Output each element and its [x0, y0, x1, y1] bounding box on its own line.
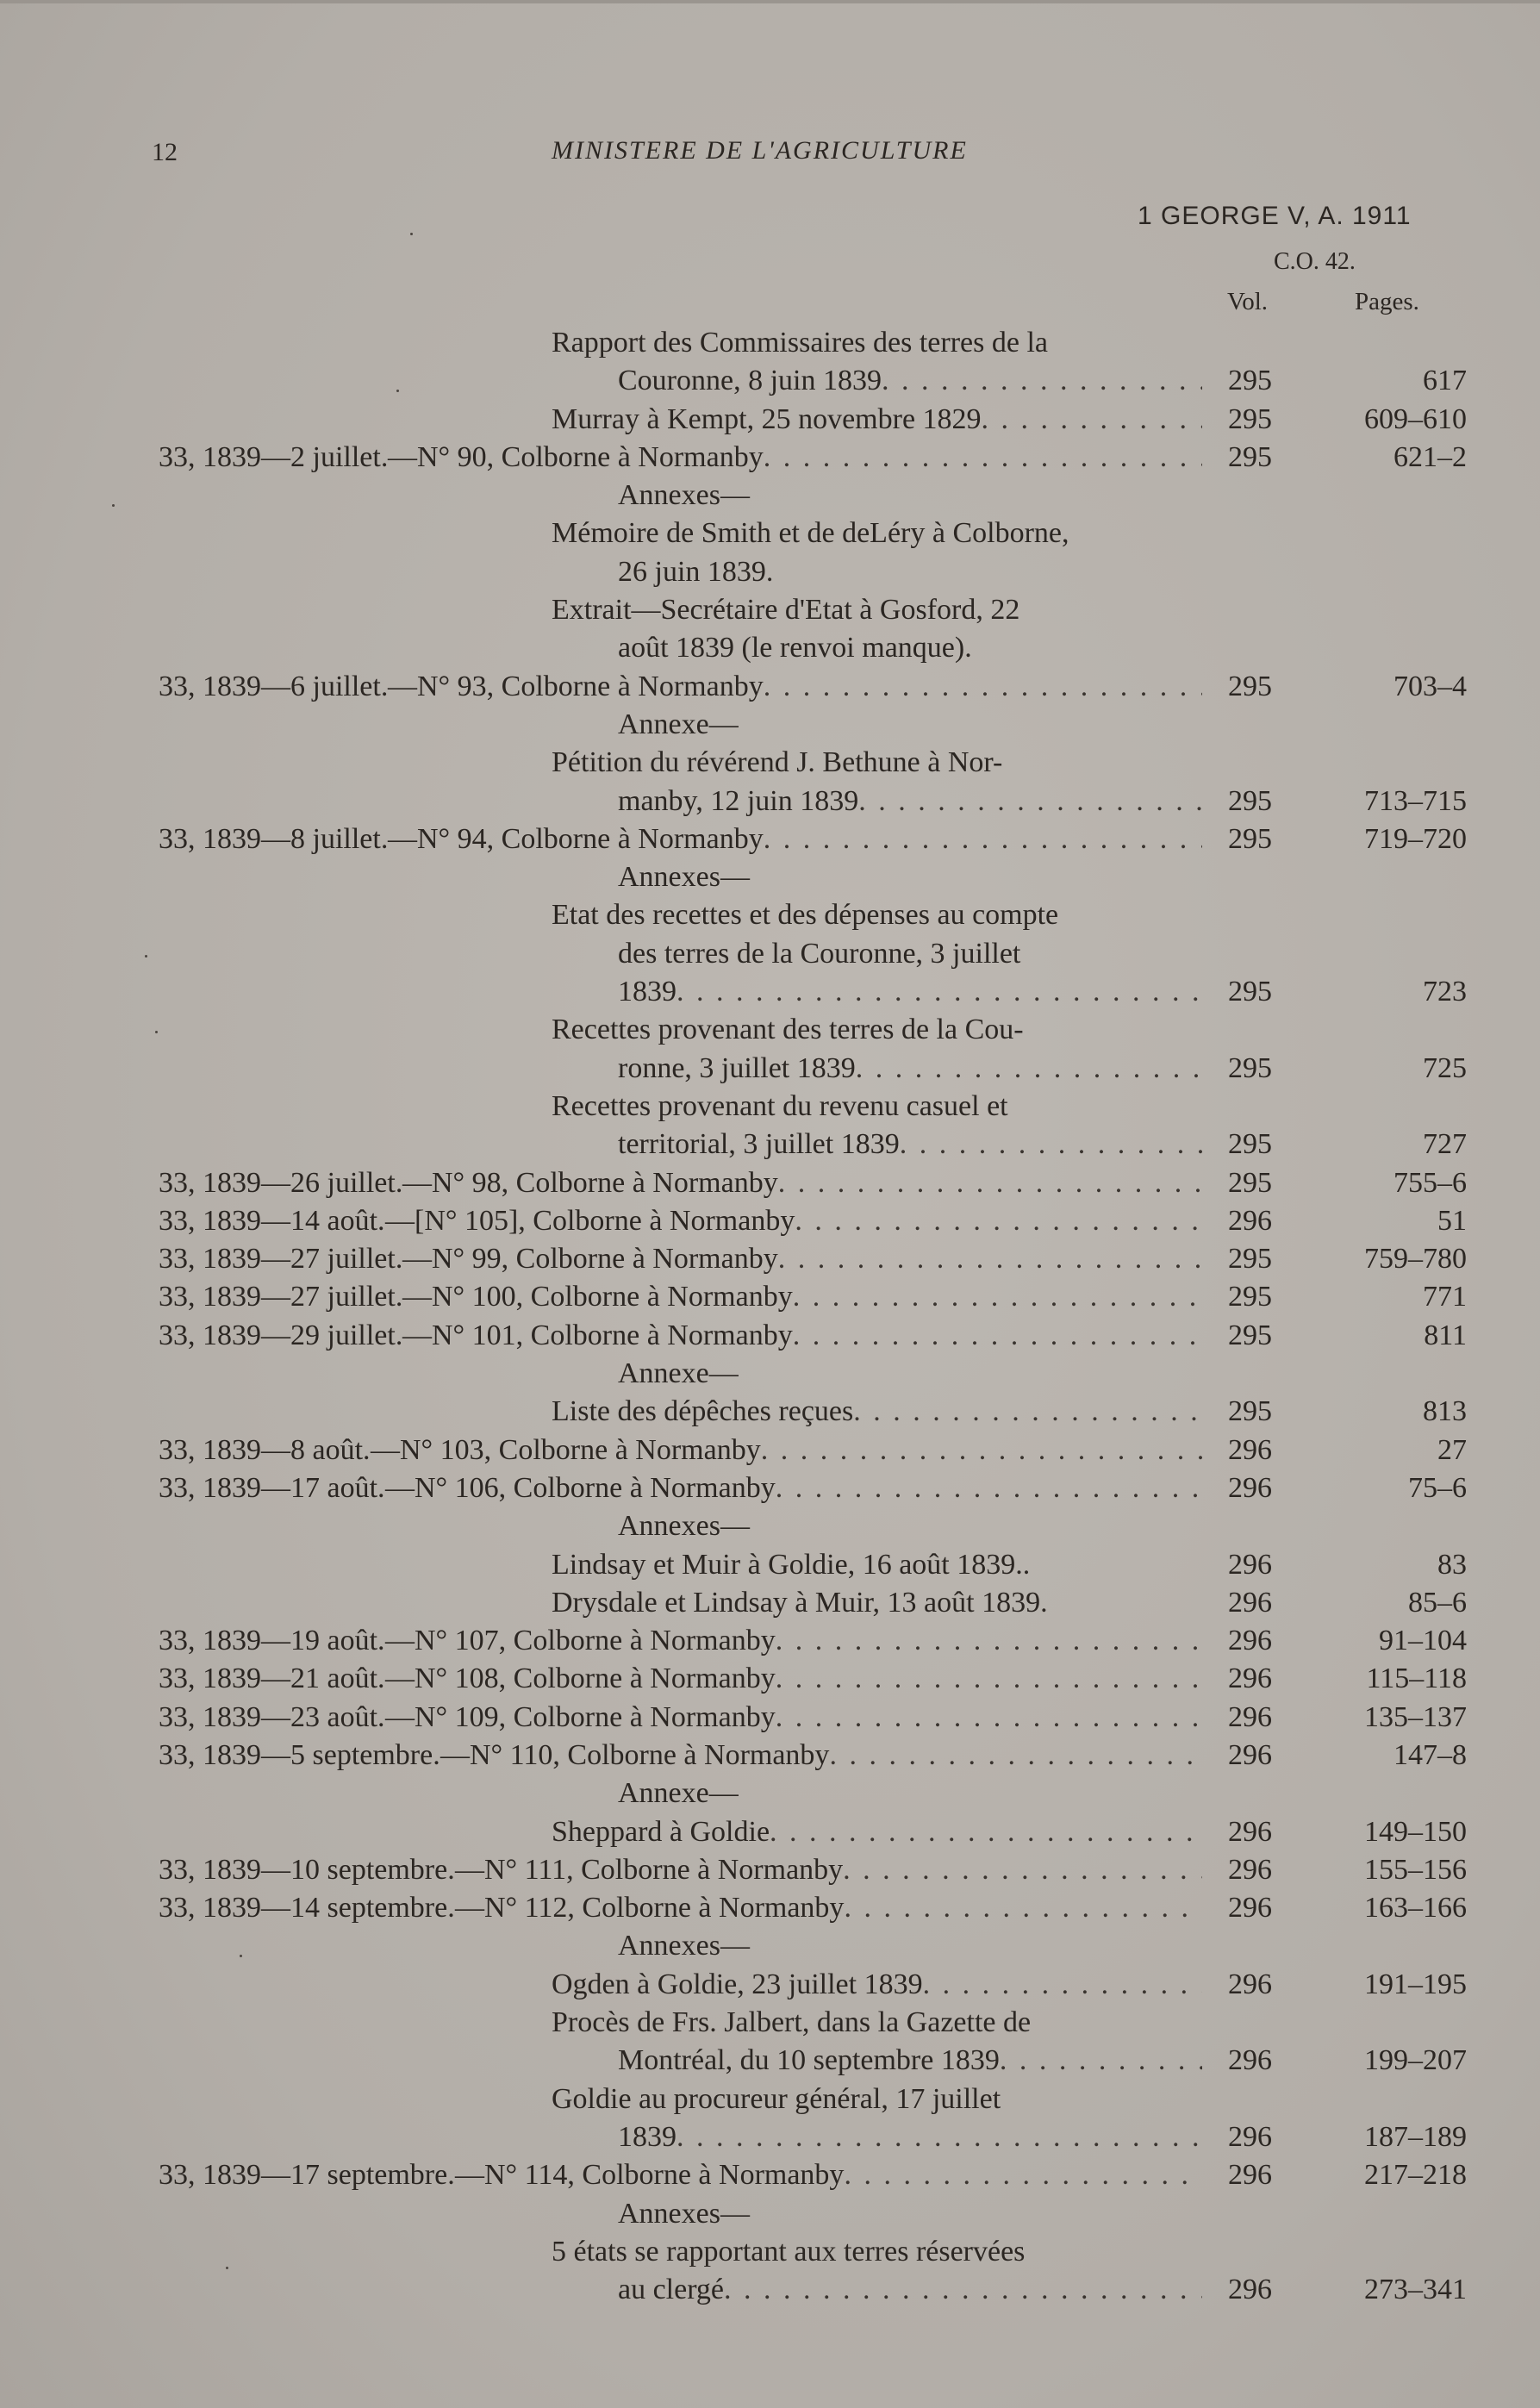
table-row	[0, 1775, 1540, 1812]
table-row	[0, 1699, 1540, 1737]
entry-date: 33, 1839—23 août.	[159, 1700, 385, 1733]
dot-leader	[778, 1164, 1202, 1202]
entry-text	[455, 1889, 1202, 1927]
entry-text-content: août 1839 (le renvoi manque).	[618, 632, 972, 664]
page-range: 713–715	[1364, 784, 1467, 817]
volume-number: 295	[1228, 1395, 1272, 1428]
entry-text-content: Etat des recettes et des dépenses au compte	[552, 899, 1059, 932]
table-row	[0, 2118, 1540, 2156]
entry-text	[552, 1546, 1202, 1584]
table-row	[0, 2195, 1540, 2233]
volume-number: 296	[1228, 1853, 1272, 1886]
entry-text	[388, 668, 1202, 706]
entry-text-content: Liste des dépêches reçues	[552, 1395, 854, 1428]
dot-leader	[776, 1660, 1202, 1698]
table-row	[0, 1011, 1540, 1049]
entry-text-content: —N° 108, Colborne à Normanby	[385, 1663, 776, 1695]
page-range: 91–104	[1379, 1625, 1467, 1657]
entry-text-content: Recettes provenant du revenu casuel et	[552, 1089, 1008, 1122]
entry-text	[455, 2156, 1202, 2194]
entry-text	[552, 2004, 1202, 2042]
entry-text	[552, 1813, 1202, 1851]
entry-date: 33, 1839—17 août.	[159, 1471, 385, 1504]
page-range: 147–8	[1393, 1738, 1467, 1771]
table-row	[0, 783, 1540, 820]
entry-date: 33, 1839—8 août.	[159, 1433, 371, 1466]
entry-text	[552, 1088, 1202, 1126]
entry-date: 33, 1839—27 juillet.	[159, 1281, 403, 1313]
dot-leader	[676, 2118, 1202, 2156]
page-range: 727	[1423, 1128, 1467, 1161]
entry-text	[552, 2080, 1202, 2118]
table-row	[0, 2233, 1540, 2271]
volume-number: 296	[1228, 1548, 1272, 1581]
entry-date: 33, 1839—17 septembre.	[159, 2159, 455, 2192]
dot-leader	[724, 2271, 1202, 2309]
paper-speck	[112, 504, 115, 507]
running-title: MINISTERE DE L'AGRICULTURE	[552, 136, 968, 165]
entry-text	[388, 820, 1202, 858]
table-row	[0, 1240, 1540, 1278]
session-heading: 1 GEORGE V, A. 1911	[1138, 202, 1412, 230]
entry-text	[618, 2271, 1202, 2309]
page-range: 85–6	[1408, 1586, 1467, 1619]
volume-number: 296	[1228, 1738, 1272, 1771]
page-range: 187–189	[1364, 2120, 1467, 2153]
page-range: 771	[1423, 1281, 1467, 1313]
entry-date: 33, 1839—14 septembre.	[159, 1892, 455, 1925]
entry-text-content: Procès de Frs. Jalbert, dans la Gazette de	[552, 2006, 1032, 2039]
entry-text-content: Annexes—	[618, 479, 750, 512]
entry-text-content: Montréal, du 10 septembre 1839	[618, 2044, 1000, 2077]
table-row	[0, 591, 1540, 629]
dot-leader	[776, 1622, 1202, 1660]
paper-speck	[226, 2267, 228, 2269]
entry-text-content: Murray à Kempt, 25 novembre 1829	[552, 402, 982, 435]
table-row	[0, 1507, 1540, 1545]
table-row	[0, 1622, 1540, 1660]
table-row	[0, 1927, 1540, 1965]
entry-text-content: —N° 111, Colborne à Normanby	[455, 1853, 844, 1886]
entry-date: 33, 1839—29 juillet.	[159, 1319, 403, 1351]
index-table	[0, 324, 1540, 2309]
entry-date: 33, 1839—10 septembre.	[159, 1853, 455, 1886]
page-range: 135–137	[1364, 1700, 1467, 1733]
entry-text-content: Sheppard à Goldie	[552, 1815, 770, 1848]
page-range: 759–780	[1364, 1243, 1467, 1276]
entry-text-content: —N° 106, Colborne à Normanby	[385, 1471, 776, 1504]
entry-text	[618, 1126, 1202, 1163]
table-row	[0, 2042, 1540, 2080]
entry-date: 33, 1839—2 juillet.	[159, 440, 389, 473]
entry-text-content: territorial, 3 juillet 1839	[618, 1128, 900, 1161]
column-header-vol: Vol.	[1227, 288, 1269, 315]
entry-text-content: —N° 99, Colborne à Normanby	[402, 1243, 778, 1276]
entry-text-content: —N° 94, Colborne à Normanby	[388, 822, 764, 855]
volume-number: 296	[1228, 1471, 1272, 1504]
entry-text	[440, 1737, 1202, 1775]
entry-text-content: Annexe—	[618, 708, 739, 740]
table-row	[0, 1126, 1540, 1163]
entry-text	[618, 477, 1202, 515]
entry-text-content: Mémoire de Smith et de deLéry à Colborne,	[552, 517, 1069, 550]
paper-speck	[145, 955, 147, 958]
table-row	[0, 324, 1540, 362]
volume-number: 296	[1228, 2274, 1272, 2306]
dot-leader	[923, 1966, 1202, 2004]
entry-text	[552, 1011, 1202, 1049]
table-row	[0, 1355, 1540, 1393]
entry-text	[385, 1469, 1202, 1507]
entry-text	[618, 2195, 1202, 2233]
entry-text	[402, 1240, 1202, 1278]
table-row	[0, 1889, 1540, 1927]
entry-date: 33, 1839—6 juillet.	[159, 670, 389, 702]
table-row	[0, 1546, 1540, 1584]
table-row	[0, 1851, 1540, 1889]
page-range: 723	[1423, 976, 1467, 1008]
dot-leader	[776, 1699, 1202, 1737]
entry-text	[385, 1660, 1202, 1698]
entry-text	[552, 744, 1202, 782]
table-row	[0, 1317, 1540, 1355]
entry-text-content: manby, 12 juin 1839	[618, 784, 859, 817]
entry-text	[618, 1775, 1202, 1812]
entry-text-content: ronne, 3 juillet 1839	[618, 1051, 856, 1084]
table-row	[0, 1088, 1540, 1126]
entry-text	[402, 1317, 1202, 1355]
entry-text-content: 26 juin 1839.	[618, 555, 774, 588]
entry-text	[618, 935, 1202, 973]
table-row	[0, 2156, 1540, 2194]
page-range: 163–166	[1364, 1892, 1467, 1925]
dot-leader	[843, 1851, 1202, 1889]
page-range: 725	[1423, 1051, 1467, 1084]
table-row	[0, 896, 1540, 934]
entry-text	[618, 1507, 1202, 1545]
volume-number: 295	[1228, 670, 1272, 702]
volume-number: 295	[1228, 440, 1272, 473]
volume-number: 295	[1228, 402, 1272, 435]
table-row	[0, 1278, 1540, 1316]
dot-leader	[676, 973, 1202, 1011]
page-range: 755–6	[1393, 1166, 1467, 1199]
page-range: 149–150	[1364, 1815, 1467, 1848]
entry-text-content: Annexes—	[618, 1510, 750, 1543]
paper-speck	[155, 1031, 158, 1033]
entry-date: 33, 1839—14 août.	[159, 1204, 385, 1237]
entry-text-content: Rapport des Commissaires des terres de la	[552, 327, 1048, 359]
entry-text	[552, 324, 1202, 362]
page-range: 703–4	[1393, 670, 1467, 702]
table-row	[0, 858, 1540, 896]
entry-text-content: Annexe—	[618, 1357, 739, 1390]
page-range: 83	[1437, 1548, 1467, 1581]
entry-text	[552, 401, 1202, 439]
entry-text	[552, 896, 1202, 934]
entry-text-content: Lindsay et Muir à Goldie, 16 août 1839..	[552, 1548, 1031, 1581]
volume-number: 296	[1228, 1586, 1272, 1619]
entry-text-content: —N° 112, Colborne à Normanby	[455, 1892, 845, 1925]
table-row	[0, 553, 1540, 591]
entry-text-content: —N° 90, Colborne à Normanby	[388, 440, 764, 473]
series-label: C.O. 42.	[1274, 248, 1356, 275]
entry-text	[385, 1699, 1202, 1737]
table-row	[0, 2004, 1540, 2042]
dot-leader	[770, 1813, 1202, 1851]
entry-text	[552, 2233, 1202, 2271]
table-row	[0, 1050, 1540, 1088]
entry-text-content: Extrait—Secrétaire d'Etat à Gosford, 22	[552, 594, 1020, 627]
paper-speck	[240, 1955, 242, 1957]
volume-number: 295	[1228, 1051, 1272, 1084]
table-row	[0, 1966, 1540, 2004]
table-row	[0, 439, 1540, 477]
volume-number: 295	[1228, 1319, 1272, 1351]
dot-leader	[856, 1050, 1202, 1088]
entry-date: 33, 1839—26 juillet.	[159, 1166, 403, 1199]
volume-number: 295	[1228, 1243, 1272, 1276]
table-row	[0, 1660, 1540, 1698]
entry-text	[618, 629, 1202, 667]
page-range: 199–207	[1364, 2044, 1467, 2077]
entry-text-content: —N° 98, Colborne à Normanby	[402, 1166, 778, 1199]
dot-leader	[793, 1278, 1202, 1316]
dot-leader	[764, 439, 1202, 477]
page-range: 811	[1424, 1319, 1467, 1351]
entry-text	[371, 1432, 1202, 1469]
dot-leader	[882, 362, 1202, 400]
entry-date: 33, 1839—21 août.	[159, 1663, 385, 1695]
entry-text	[618, 858, 1202, 896]
entry-text	[618, 973, 1202, 1011]
dot-leader	[829, 1737, 1202, 1775]
dot-leader	[982, 401, 1202, 439]
column-header-pages: Pages.	[1355, 288, 1419, 315]
dot-leader	[853, 1393, 1202, 1431]
table-row	[0, 1432, 1540, 1469]
entry-text	[552, 1393, 1202, 1431]
page-range: 217–218	[1364, 2159, 1467, 2192]
page-range: 27	[1437, 1433, 1467, 1466]
entry-text	[552, 591, 1202, 629]
table-row	[0, 1584, 1540, 1622]
paper-speck	[410, 233, 413, 235]
page-range: 51	[1437, 1204, 1467, 1237]
entry-text	[618, 706, 1202, 744]
table-row	[0, 744, 1540, 782]
entry-text	[618, 2042, 1202, 2080]
entry-text-content: —N° 103, Colborne à Normanby	[371, 1433, 761, 1466]
entry-text	[618, 1927, 1202, 1965]
dot-leader	[844, 1889, 1202, 1927]
entry-text-content: Pétition du révérend J. Bethune à Nor-	[552, 746, 1003, 779]
volume-number: 295	[1228, 1281, 1272, 1313]
entry-text	[618, 553, 1202, 591]
table-row	[0, 2271, 1540, 2309]
volume-number: 296	[1228, 1625, 1272, 1657]
dot-leader	[900, 1126, 1202, 1163]
entry-text	[402, 1278, 1202, 1316]
volume-number: 296	[1228, 1700, 1272, 1733]
entry-text-content: 1839	[618, 2120, 676, 2153]
page-range: 191–195	[1364, 1968, 1467, 2000]
table-row	[0, 1737, 1540, 1775]
page-range: 719–720	[1364, 822, 1467, 855]
volume-number: 296	[1228, 1663, 1272, 1695]
volume-number: 296	[1228, 1968, 1272, 2000]
entry-text-content: Annexes—	[618, 1930, 750, 1962]
page-range: 609–610	[1364, 402, 1467, 435]
dot-leader	[764, 668, 1202, 706]
entry-text	[618, 2118, 1202, 2156]
entry-text-content: Annexe—	[618, 1777, 739, 1810]
table-row	[0, 2080, 1540, 2118]
entry-text-content: Annexes—	[618, 2197, 750, 2230]
entry-text	[385, 1202, 1202, 1240]
volume-number: 295	[1228, 365, 1272, 397]
entry-text	[552, 1966, 1202, 2004]
dot-leader	[793, 1317, 1202, 1355]
paper-speck	[396, 390, 399, 392]
entry-date: 33, 1839—27 juillet.	[159, 1243, 403, 1276]
table-row	[0, 477, 1540, 515]
entry-text-content: Drysdale et Lindsay à Muir, 13 août 1839.	[552, 1586, 1048, 1619]
entry-text	[402, 1164, 1202, 1202]
volume-number: 296	[1228, 1433, 1272, 1466]
entry-text-content: —N° 110, Colborne à Normanby	[440, 1738, 830, 1771]
entry-text-content: —N° 93, Colborne à Normanby	[388, 670, 764, 702]
entry-text	[552, 515, 1202, 552]
entry-text	[618, 362, 1202, 400]
table-row	[0, 1164, 1540, 1202]
dot-leader	[778, 1240, 1202, 1278]
volume-number: 295	[1228, 822, 1272, 855]
table-row	[0, 973, 1540, 1011]
table-row	[0, 362, 1540, 400]
page-range: 813	[1423, 1395, 1467, 1428]
table-row	[0, 1202, 1540, 1240]
table-row	[0, 1813, 1540, 1851]
entry-text-content: —[N° 105], Colborne à Normanby	[385, 1204, 795, 1237]
entry-text-content: Recettes provenant des terres de la Cou-	[552, 1014, 1024, 1046]
entry-text-content: Goldie au procureur général, 17 juillet	[552, 2082, 1001, 2115]
volume-number: 296	[1228, 1892, 1272, 1925]
entry-text-content: au clergé	[618, 2274, 725, 2306]
volume-number: 296	[1228, 1815, 1272, 1848]
table-row	[0, 668, 1540, 706]
entry-date: 33, 1839—5 septembre.	[159, 1738, 440, 1771]
entry-text-content: Annexes—	[618, 861, 750, 894]
page-range: 617	[1423, 365, 1467, 397]
volume-number: 295	[1228, 1166, 1272, 1199]
dot-leader	[1000, 2042, 1202, 2080]
entry-text	[618, 1355, 1202, 1393]
entry-date: 33, 1839—19 août.	[159, 1625, 385, 1657]
dot-leader	[795, 1202, 1202, 1240]
entry-text-content: des terres de la Couronne, 3 juillet	[618, 937, 1021, 970]
entry-text-content: 5 états se rapportant aux terres réservées	[552, 2235, 1026, 2268]
entry-text	[388, 439, 1202, 477]
volume-number: 296	[1228, 2159, 1272, 2192]
entry-text	[618, 1050, 1202, 1088]
page-range: 621–2	[1393, 440, 1467, 473]
entry-text-content: —N° 114, Colborne à Normanby	[455, 2159, 845, 2192]
page-top-edge	[0, 0, 1540, 3]
table-row	[0, 1469, 1540, 1507]
page-range: 115–118	[1366, 1663, 1467, 1695]
volume-number: 296	[1228, 2044, 1272, 2077]
entry-text	[455, 1851, 1202, 1889]
volume-number: 296	[1228, 1204, 1272, 1237]
entry-text-content: —N° 109, Colborne à Normanby	[385, 1700, 776, 1733]
table-row	[0, 401, 1540, 439]
dot-leader	[764, 820, 1202, 858]
entry-text-content: Couronne, 8 juin 1839	[618, 365, 882, 397]
entry-text	[618, 783, 1202, 820]
dot-leader	[858, 783, 1202, 820]
volume-number: 295	[1228, 784, 1272, 817]
entry-text-content: —N° 100, Colborne à Normanby	[402, 1281, 793, 1313]
dot-leader	[776, 1469, 1202, 1507]
page-number: 12	[152, 138, 178, 166]
dot-leader	[844, 2156, 1202, 2194]
entry-text-content: —N° 107, Colborne à Normanby	[385, 1625, 776, 1657]
entry-text-content: 1839	[618, 976, 676, 1008]
table-row	[0, 1393, 1540, 1431]
volume-number: 295	[1228, 976, 1272, 1008]
page-range: 75–6	[1408, 1471, 1467, 1504]
page-range: 273–341	[1364, 2274, 1467, 2306]
page-range: 155–156	[1364, 1853, 1467, 1886]
volume-number: 295	[1228, 1128, 1272, 1161]
entry-date: 33, 1839—8 juillet.	[159, 822, 389, 855]
entry-text-content: —N° 101, Colborne à Normanby	[402, 1319, 793, 1351]
table-row	[0, 935, 1540, 973]
entry-text-content: Ogden à Goldie, 23 juillet 1839	[552, 1968, 923, 2000]
dot-leader	[761, 1432, 1202, 1469]
table-row	[0, 629, 1540, 667]
volume-number: 296	[1228, 2120, 1272, 2153]
table-row	[0, 820, 1540, 858]
table-row	[0, 515, 1540, 552]
table-row	[0, 706, 1540, 744]
entry-text	[385, 1622, 1202, 1660]
entry-text	[552, 1584, 1202, 1622]
